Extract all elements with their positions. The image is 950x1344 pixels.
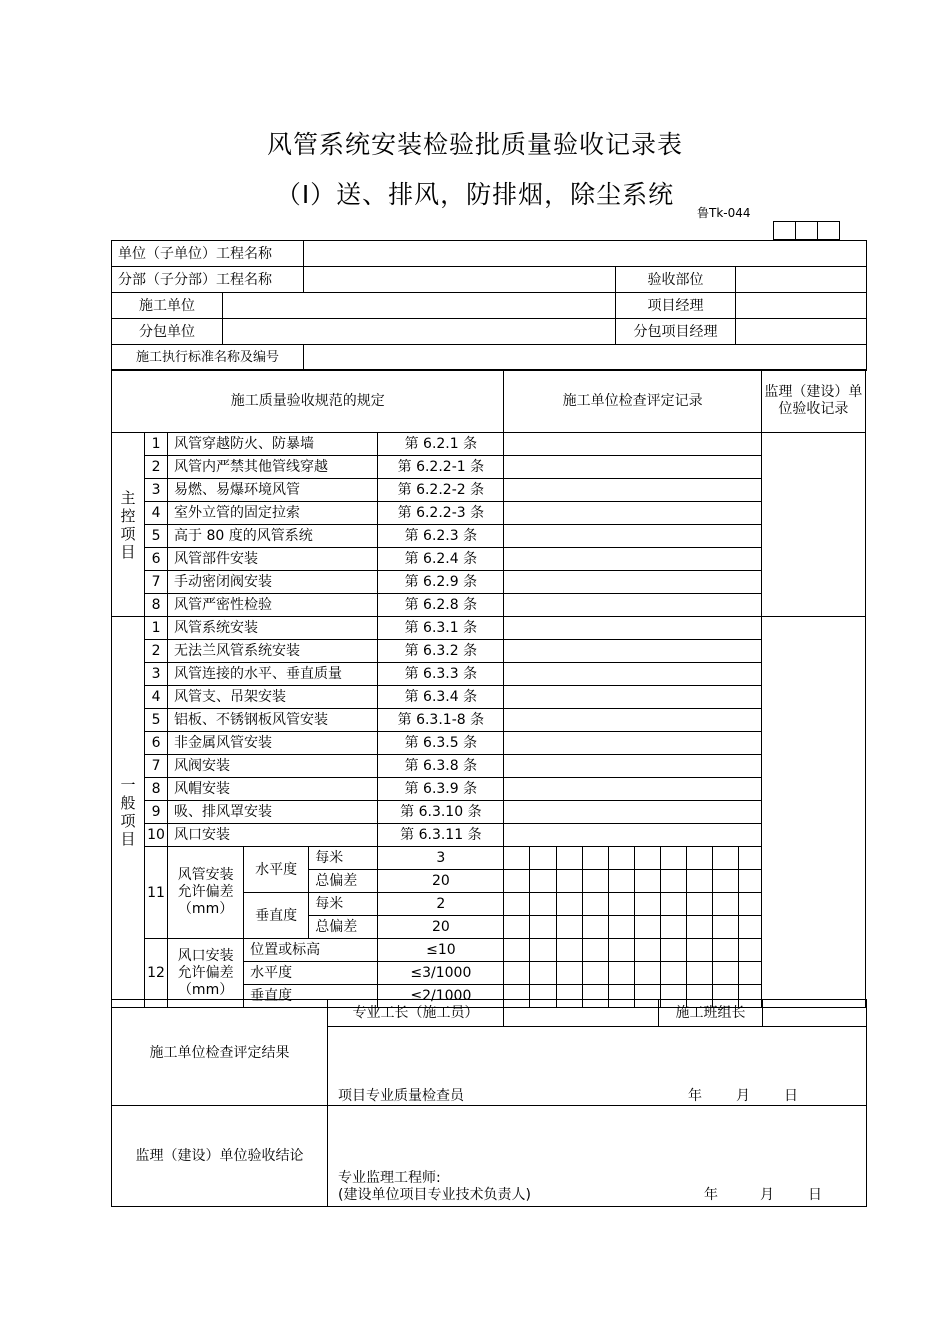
measure-cell[interactable]	[504, 916, 530, 939]
measure-cell[interactable]	[634, 893, 660, 916]
serial-number-boxes	[773, 221, 840, 240]
item-no: 3	[145, 663, 168, 686]
construction-unit-value[interactable]	[223, 293, 616, 319]
measure-cell[interactable]	[582, 847, 608, 870]
project-manager-value[interactable]	[736, 293, 867, 319]
item-name: 风管支、吊架安装	[168, 686, 378, 709]
check-record-cell[interactable]	[504, 525, 761, 548]
header-table	[111, 240, 867, 371]
item-name: 手动密闭阀安装	[168, 571, 378, 594]
measure-cell[interactable]	[738, 847, 761, 870]
item12-level-label: 水平度	[244, 962, 378, 985]
check-record-cell[interactable]	[504, 548, 761, 571]
measure-cell[interactable]	[608, 916, 634, 939]
item-clause: 第 6.2.4 条	[378, 548, 504, 571]
measure-cell[interactable]	[660, 962, 686, 985]
project-manager-label: 项目经理	[616, 293, 736, 319]
check-record-cell[interactable]	[504, 801, 761, 824]
measure-cell[interactable]	[582, 916, 608, 939]
month-label: 月	[760, 1187, 774, 1203]
team-leader-value[interactable]	[763, 1000, 867, 1027]
check-record-cell[interactable]	[504, 732, 761, 755]
item-no: 12	[145, 939, 168, 1008]
spec-column-header: 施工质量验收规范的规定	[112, 370, 504, 433]
check-record-cell[interactable]	[504, 640, 761, 663]
measure-cell[interactable]	[686, 916, 712, 939]
item-clause: 第 6.2.2-2 条	[378, 479, 504, 502]
item-clause: 第 6.2.8 条	[378, 594, 504, 617]
measure-cell[interactable]	[686, 962, 712, 985]
acceptance-part-value[interactable]	[736, 267, 867, 293]
measure-cell[interactable]	[660, 939, 686, 962]
measure-cell[interactable]	[686, 870, 712, 893]
main-control-label: 主控项目	[112, 433, 145, 617]
item-name: 室外立管的固定拉索	[168, 502, 378, 525]
item-name: 风管穿越防火、防暴墙	[168, 433, 378, 456]
item-no: 1	[145, 617, 168, 640]
item-clause: 第 6.3.4 条	[378, 686, 504, 709]
measure-cell[interactable]	[712, 916, 738, 939]
check-record-column-header: 施工单位检查评定记录	[504, 370, 761, 433]
item11-per-meter-label: 每米	[309, 893, 378, 916]
measure-cell[interactable]	[634, 847, 660, 870]
item-clause: 第 6.3.11 条	[378, 824, 504, 847]
form-title: 风管系统安装检验批质量验收记录表	[266, 130, 683, 159]
measure-cell[interactable]	[504, 939, 530, 962]
measure-cell[interactable]	[608, 962, 634, 985]
item-no: 2	[145, 640, 168, 663]
year-label: 年	[688, 1088, 702, 1104]
measure-cell[interactable]	[686, 893, 712, 916]
check-record-cell[interactable]	[504, 502, 761, 525]
measure-cell[interactable]	[530, 893, 556, 916]
measure-cell[interactable]	[686, 939, 712, 962]
measure-cell[interactable]	[738, 870, 761, 893]
item-no: 8	[145, 594, 168, 617]
item-clause: 第 6.3.5 条	[378, 732, 504, 755]
item-no: 11	[145, 847, 168, 939]
items-table	[111, 369, 866, 1008]
serial-box[interactable]	[774, 222, 796, 240]
item-name: 风管系统安装	[168, 617, 378, 640]
division-project-label: 分部（子分部）工程名称	[112, 267, 304, 293]
subcontract-manager-label: 分包项目经理	[616, 319, 736, 345]
measure-cell[interactable]	[530, 916, 556, 939]
measure-cell[interactable]	[556, 916, 582, 939]
item-clause: 第 6.3.9 条	[378, 778, 504, 801]
supervision-record-cell[interactable]	[761, 433, 865, 617]
item-name: 风管严密性检验	[168, 594, 378, 617]
measure-cell[interactable]	[712, 870, 738, 893]
item-no: 9	[145, 801, 168, 824]
measure-cell[interactable]	[504, 870, 530, 893]
item-no: 1	[145, 433, 168, 456]
item-clause: 第 6.3.2 条	[378, 640, 504, 663]
item11-vertical-total-value: 20	[378, 916, 504, 939]
item-clause: 第 6.3.8 条	[378, 755, 504, 778]
item-name: 非金属风管安装	[168, 732, 378, 755]
item-no: 2	[145, 456, 168, 479]
item12-vertical-label: 垂直度	[244, 985, 378, 1008]
item-name: 风管部件安装	[168, 548, 378, 571]
item-clause: 第 6.2.1 条	[378, 433, 504, 456]
day-label: 日	[808, 1187, 822, 1203]
measure-cell[interactable]	[712, 893, 738, 916]
item-no: 6	[145, 548, 168, 571]
measure-cell[interactable]	[556, 962, 582, 985]
measure-cell[interactable]	[608, 870, 634, 893]
check-record-cell[interactable]	[504, 571, 761, 594]
measure-cell[interactable]	[556, 847, 582, 870]
supervision-record-column-header: 监理（建设）单位验收记录	[761, 370, 865, 433]
division-project-value[interactable]	[304, 267, 616, 293]
item-name: 风口安装	[168, 824, 378, 847]
check-record-cell[interactable]	[504, 456, 761, 479]
item-name: 无法兰风管系统安装	[168, 640, 378, 663]
supervisor-label: 专业监理工程师:	[338, 1170, 441, 1186]
measure-cell[interactable]	[504, 962, 530, 985]
item-no: 4	[145, 686, 168, 709]
check-result-label: 施工单位检查评定结果	[112, 1000, 328, 1106]
measure-cell[interactable]	[634, 939, 660, 962]
footer-table	[111, 999, 867, 1207]
item-clause: 第 6.3.10 条	[378, 801, 504, 824]
item-clause: 第 6.3.1 条	[378, 617, 504, 640]
item-no: 5	[145, 525, 168, 548]
form-code: 鲁Tk-044	[697, 206, 751, 220]
measure-cell[interactable]	[504, 847, 530, 870]
measure-cell[interactable]	[608, 847, 634, 870]
supervision-conclusion-label: 监理（建设）单位验收结论	[112, 1106, 328, 1207]
item-no: 7	[145, 755, 168, 778]
measure-cell[interactable]	[712, 939, 738, 962]
serial-box[interactable]	[796, 222, 818, 240]
item-name: 风管连接的水平、垂直质量	[168, 663, 378, 686]
measure-cell[interactable]	[608, 893, 634, 916]
item-name: 铝板、不锈钢板风管安装	[168, 709, 378, 732]
item12-position-value: ≤10	[378, 939, 504, 962]
measure-cell[interactable]	[738, 962, 761, 985]
check-record-cell[interactable]	[504, 824, 761, 847]
item12-position-label: 位置或标高	[244, 939, 378, 962]
item-no: 5	[145, 709, 168, 732]
item12-vertical-value: ≤2/1000	[378, 985, 504, 1008]
item11-level-label: 水平度	[244, 847, 309, 893]
form-subtitle: （Ⅰ）送、排风，防排烟，除尘系统	[275, 180, 675, 209]
item-clause: 第 6.2.2-1 条	[378, 456, 504, 479]
item11-total-label: 总偏差	[309, 870, 378, 893]
item-name: 风阀安装	[168, 755, 378, 778]
item-no: 6	[145, 732, 168, 755]
item-no: 3	[145, 479, 168, 502]
measure-cell[interactable]	[530, 847, 556, 870]
check-record-cell[interactable]	[504, 755, 761, 778]
item-no: 10	[145, 824, 168, 847]
check-record-cell[interactable]	[504, 686, 761, 709]
standard-label: 施工执行标准名称及编号	[112, 345, 304, 371]
subcontract-manager-value[interactable]	[736, 319, 867, 345]
item11-per-meter-label: 每米	[309, 847, 378, 870]
check-record-cell[interactable]	[504, 594, 761, 617]
item12-level-value: ≤3/1000	[378, 962, 504, 985]
inspector-label: 项目专业质量检查员	[338, 1088, 464, 1104]
serial-box[interactable]	[818, 222, 840, 240]
measure-cell[interactable]	[556, 893, 582, 916]
check-result-area[interactable]	[328, 1027, 867, 1106]
measure-cell[interactable]	[530, 939, 556, 962]
supervision-record-cell[interactable]	[761, 617, 865, 1008]
foreman-value[interactable]	[504, 1000, 659, 1027]
check-record-cell[interactable]	[504, 617, 761, 640]
item-name: 易燃、易爆环境风管	[168, 479, 378, 502]
measure-cell[interactable]	[660, 870, 686, 893]
item11-vertical-label: 垂直度	[244, 893, 309, 939]
measure-cell[interactable]	[504, 893, 530, 916]
construction-unit-label: 施工单位	[112, 293, 223, 319]
measure-cell[interactable]	[608, 939, 634, 962]
item-name: 高于 80 度的风管系统	[168, 525, 378, 548]
supervision-conclusion-area[interactable]	[328, 1106, 867, 1207]
item-clause: 第 6.3.3 条	[378, 663, 504, 686]
measure-cell[interactable]	[660, 893, 686, 916]
item11-level-total-value: 20	[378, 870, 504, 893]
check-record-cell[interactable]	[504, 663, 761, 686]
foreman-label: 专业工长（施工员）	[328, 1000, 504, 1027]
item-name: 吸、排风罩安装	[168, 801, 378, 824]
measure-cell[interactable]	[530, 962, 556, 985]
measure-cell[interactable]	[582, 939, 608, 962]
item-name: 风管安装允许偏差（mm）	[168, 847, 244, 939]
measure-cell[interactable]	[556, 870, 582, 893]
item-clause: 第 6.2.2-3 条	[378, 502, 504, 525]
year-label: 年	[704, 1187, 718, 1203]
check-record-cell[interactable]	[504, 778, 761, 801]
standard-value[interactable]	[304, 345, 867, 371]
item11-vertical-per-meter-value: 2	[378, 893, 504, 916]
unit-project-value[interactable]	[304, 241, 867, 267]
item-clause: 第 6.3.1-8 条	[378, 709, 504, 732]
measure-cell[interactable]	[582, 870, 608, 893]
subcontract-unit-value[interactable]	[223, 319, 616, 345]
item-name: 风帽安装	[168, 778, 378, 801]
measure-cell[interactable]	[738, 893, 761, 916]
measure-cell[interactable]	[738, 916, 761, 939]
measure-cell[interactable]	[686, 847, 712, 870]
item-name: 风口安装允许偏差（mm）	[168, 939, 244, 1008]
measure-cell[interactable]	[530, 870, 556, 893]
unit-project-label: 单位（子单位）工程名称	[112, 241, 304, 267]
measure-cell[interactable]	[556, 939, 582, 962]
month-label: 月	[736, 1088, 750, 1104]
subcontract-unit-label: 分包单位	[112, 319, 223, 345]
measure-cell[interactable]	[738, 939, 761, 962]
item-no: 8	[145, 778, 168, 801]
measure-cell[interactable]	[660, 847, 686, 870]
measure-cell[interactable]	[582, 893, 608, 916]
measure-cell[interactable]	[634, 916, 660, 939]
item-no: 4	[145, 502, 168, 525]
measure-cell[interactable]	[712, 847, 738, 870]
item-no: 7	[145, 571, 168, 594]
item11-total-label: 总偏差	[309, 916, 378, 939]
item11-level-per-meter-value: 3	[378, 847, 504, 870]
item-clause: 第 6.2.9 条	[378, 571, 504, 594]
general-label: 一般项目	[112, 617, 145, 1008]
team-leader-label: 施工班组长	[659, 1000, 763, 1027]
day-label: 日	[784, 1088, 798, 1104]
check-record-cell[interactable]	[504, 709, 761, 732]
owner-tech-label: (建设单位项目专业技术负责人)	[338, 1187, 531, 1203]
item-clause: 第 6.2.3 条	[378, 525, 504, 548]
item-name: 风管内严禁其他管线穿越	[168, 456, 378, 479]
measure-cell[interactable]	[634, 870, 660, 893]
measure-cell[interactable]	[582, 962, 608, 985]
check-record-cell[interactable]	[504, 433, 761, 456]
acceptance-part-label: 验收部位	[616, 267, 736, 293]
measure-cell[interactable]	[712, 962, 738, 985]
measure-cell[interactable]	[634, 962, 660, 985]
check-record-cell[interactable]	[504, 479, 761, 502]
measure-cell[interactable]	[660, 916, 686, 939]
